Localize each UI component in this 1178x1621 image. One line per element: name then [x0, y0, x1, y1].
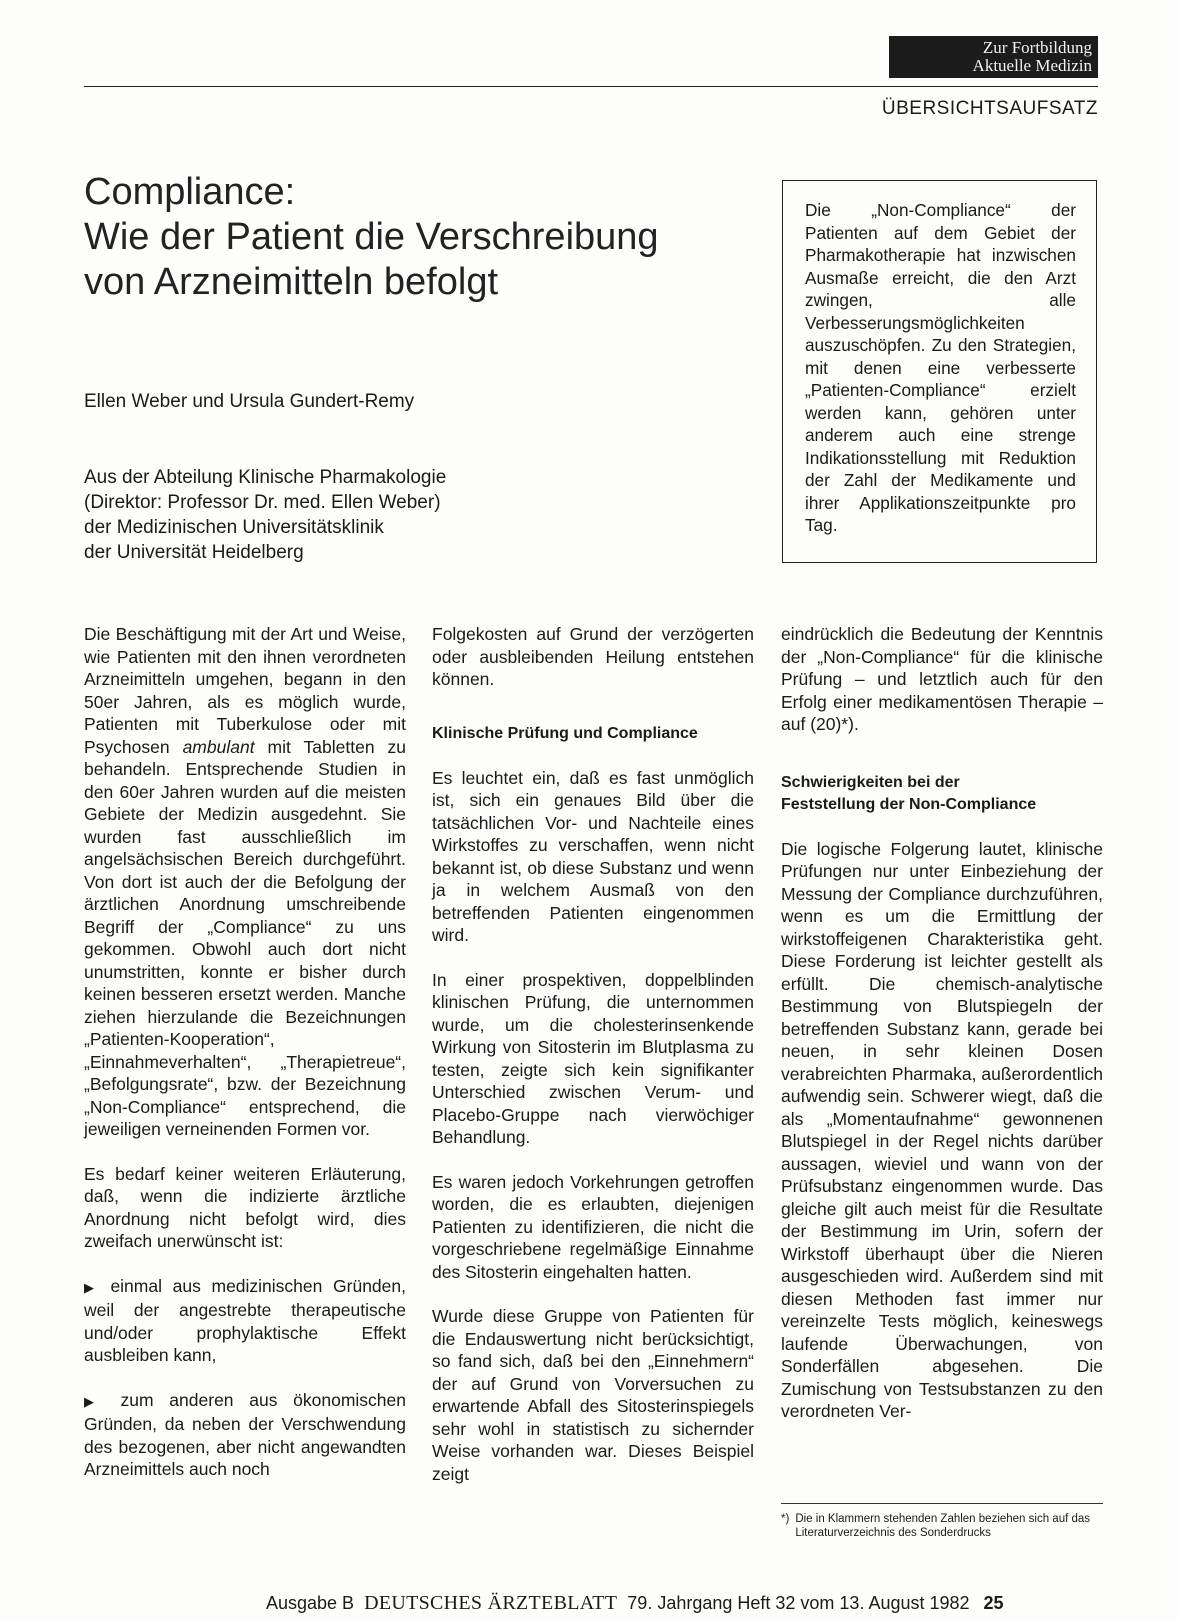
- column-1: [84, 623, 406, 1503]
- section-heading: [781, 772, 1103, 816]
- article-title: [84, 170, 744, 305]
- heading-line: Feststellung der Non-Compliance: [781, 795, 1037, 813]
- paragraph: Wurde diese Gruppe von Patienten für die Endauswertung nicht berücksichtigt, so fand sich, daß bei den „Einnehmern“ der auf Grund von Vorversuchen zu erwartende Abfall des Sitosterinspiegels sehr wohl in statistisch zu sichernder Weise vorhanden war. Dieses Beispiel zeigt: [432, 1306, 754, 1484]
- heading-line: Schwierigkeiten bei der: [781, 773, 960, 791]
- affiliation: [84, 465, 446, 565]
- paragraph: Es leuchtet ein, daß es fast unmöglich ist, sich ein genaues Bild über die tatsächlichen Vor- und Nachteile eines Wirkstoffes zu verschaffen, wenn nicht bekannt ist, ob diese Substanz und wenn ja in welchem Ausmaß von den betreffenden Patienten eingenommen wird.: [432, 767, 754, 945]
- footnote-rule: [781, 1503, 1103, 1504]
- section-heading: Klinische Prüfung und Compliance: [432, 724, 698, 742]
- footnote: [781, 1512, 1103, 1540]
- title-line-2: Wie der Patient die Verschreibung: [84, 216, 659, 258]
- bullet-text: zum anderen aus ökonomischen Gründen, da neben der Verschwendung des bezogenen, aber nicht angewandten Arzneimittels auch noch: [84, 1389, 406, 1479]
- badge-line-1: Zur Fortbildung: [982, 38, 1092, 57]
- affiliation-line: der Universität Heidelberg: [84, 542, 304, 563]
- triangle-bullet-icon: ▶: [84, 1279, 100, 1295]
- title-line-3: von Arzneimitteln befolgt: [84, 261, 499, 303]
- column-3: [781, 623, 1103, 1445]
- emphasis: ambulant: [182, 736, 255, 757]
- column-2: [432, 623, 754, 1507]
- paragraph: eindrücklich die Bedeutung der Kenntnis der „Non-Compliance“ für die klinische Prüfung – und letztlich auch für den Erfolg einer medikamentösen Therapie – auf (20)*).: [781, 624, 1103, 734]
- issue-info: 79. Jahrgang Heft 32 vom 13. August 1982: [627, 1593, 970, 1613]
- paragraph: Es bedarf keiner weiteren Erläuterung, daß, wenn die indizierte ärztliche Anordnung nicht befolgt wird, dies zweifach unerwünscht ist:: [84, 1163, 406, 1251]
- section-badge: [889, 36, 1098, 78]
- paragraph: Folgekosten auf Grund der verzögerten oder ausbleibenden Heilung entstehen können.: [432, 624, 754, 689]
- bullet-text: einmal aus medizinischen Gründen, weil der angestrebte therapeutische und/oder prophylaktische Effekt ausbleiben kann,: [84, 1275, 406, 1365]
- triangle-bullet-icon: ▶: [84, 1393, 105, 1409]
- paragraph: [84, 623, 406, 1141]
- page-number: 25: [983, 1593, 1004, 1613]
- title-line-1: Compliance:: [84, 171, 296, 213]
- affiliation-line: (Direktor: Professor Dr. med. Ellen Weber): [84, 492, 441, 513]
- journal-name: DEUTSCHES ÄRZTEBLATT: [364, 1592, 618, 1614]
- bullet-item: [84, 1275, 406, 1367]
- footnote-text: Die in Klammern stehenden Zahlen beziehen sich auf das Literaturverzeichnis des Sonderdrucks: [795, 1513, 1091, 1539]
- paragraph: Es waren jedoch Vorkehrungen getroffen worden, die es erlaubten, diejenigen Patienten zu identifizieren, die nicht die vorgeschriebene regelmäßige Einnahme des Sitosterin eingehalten hatten.: [432, 1171, 754, 1282]
- paragraph: In einer prospektiven, doppelblinden klinischen Prüfung, die unternommen wurde, um die cholesterinsenkende Wirkung von Sitosterin im Blutplasma zu testen, zeigte sich kein signifikanter Unterschied zwischen Verum- und Placebo-Gruppe nach vierwöchiger Behandlung.: [432, 969, 754, 1147]
- text-run: mit Tabletten zu behandeln. Entsprechende Studien in den 60er Jahren wurden auf die meisten Gebiete der Medizin ausgedehnt. Sie wurden fast ausschließlich im angelsächsischen Bereich durchgeführt. Von dort ist auch der die Befolgung der ärztlichen Anordnung umschreibende Begriff der „Compliance“ zu uns gekommen. Obwohl auch dort nicht unumstritten, konnte er bisher durch keinen besseren ersetzt werden. Manche ziehen hierzulande die Bezeichnungen „Patienten-Kooperation“, „Einnahmeverhalten“, „Therapietreue“, „Befolgungsrate“, bzw. der Bezeichnung „Non-Compliance“ entsprechend, die jeweiligen verneinenden Formen vor.: [84, 736, 407, 1139]
- abstract-text: Die „Non-Compliance“ der Patienten auf dem Gebiet der Pharmakotherapie hat inzwischen Ausmaße erreicht, die den Arzt zwingen, alle Verbesserungsmöglichkeiten auszuschöpfen. Zu den Strategien, mit denen eine verbesserte „Patienten-Compliance“ erzielt werden kann, gehören unter anderem auch eine strenge Indikationsstellung mit Reduktion der Zahl der Medikamente und ihrer Applikationszeitpunkte pro Tag.: [805, 200, 1076, 535]
- edition: Ausgabe B: [266, 1593, 355, 1613]
- header-rule: [84, 86, 1098, 87]
- bullet-item: [84, 1389, 406, 1481]
- text-run: Die Beschäftigung mit der Art und Weise, wie Patienten mit den ihnen verordneten Arzneimitteln umgehen, begann in den 50er Jahren, als es möglich wurde, Patienten mit Tuberkulose oder mit Psychosen: [84, 624, 406, 757]
- page-footer: [266, 1592, 1004, 1615]
- affiliation-line: der Medizinischen Universitätsklinik: [84, 517, 384, 538]
- affiliation-line: Aus der Abteilung Klinische Pharmakologie: [84, 467, 447, 488]
- section-label: ÜBERSICHTSAUFSATZ: [881, 98, 1098, 119]
- badge-line-2: Aktuelle Medizin: [972, 56, 1092, 75]
- authors: Ellen Weber und Ursula Gundert-Remy: [84, 391, 415, 412]
- footnote-mark: *): [781, 1513, 790, 1525]
- paragraph: Die logische Folgerung lautet, klinische Prüfungen nur unter Einbeziehung der Messung der Compliance durchzuführen, wenn es um die Ermittlung der wirkstoffeigenen Charakteristika geht. Diese Forderung ist leichter gestellt als erfüllt. Die chemisch-analytische Bestimmung von Blutspiegeln der betreffenden Substanz kann, gerade bei neuen, in sehr kleinen Dosen verabreichten Pharmaka, außerordentlich aufwendig sein. Schwerer wiegt, daß die als „Momentaufnahme“ gewonnenen Blutspiegel in der Regel nichts darüber aussagen, wieviel und wann von der Prüfsubstanz eingenommen wurde. Das gleiche gilt auch meist für die Resultate der Bestimmung im Urin, sofern der Wirkstoff überhaupt über die Nieren ausgeschieden wird. Außerdem sind mit diesen Methoden fast immer nur vereinzelte Tests möglich, keineswegs laufende Überwachungen, von Sonderfällen abgesehen. Die Zumischung von Testsubstanzen zu den verordneten Ver-: [781, 838, 1103, 1421]
- abstract-box: [782, 180, 1097, 563]
